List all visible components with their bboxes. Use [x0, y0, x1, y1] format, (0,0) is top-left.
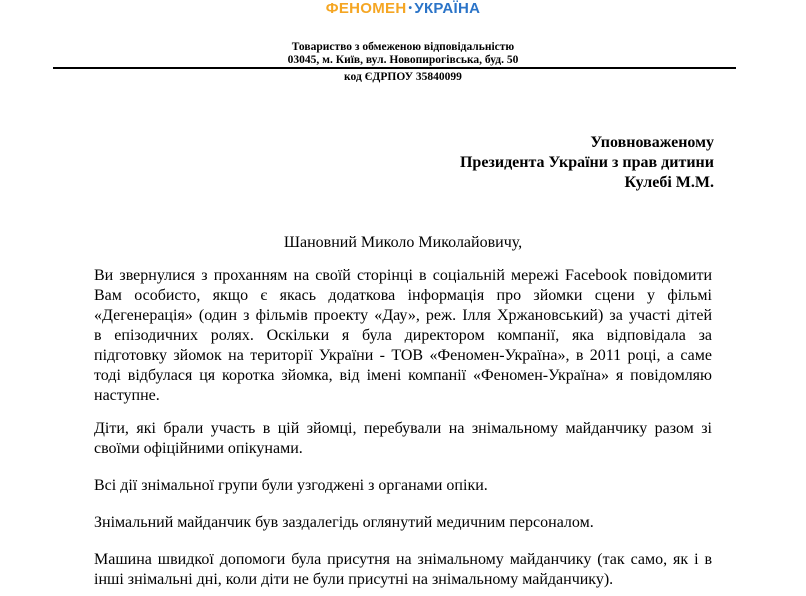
paragraph-line: в епізодичних ролях. Оскільки я була директором компанії, яка відповідала за [94, 327, 712, 344]
logo-separator: • [408, 3, 413, 14]
addressee-line-1: Уповноваженому [590, 134, 714, 151]
paragraph-line: Знімальний майданчик був заздалегідь оглянутий медичним персоналом. [94, 514, 594, 531]
paragraph-1 [94, 266, 712, 406]
letterhead-divider [53, 67, 736, 69]
paragraph-3 [94, 476, 712, 496]
paragraph-line: Всі дії знімальної групи були узгоджені з органами опіки. [94, 477, 488, 494]
company-name-line: Товариство з обмеженою відповідальністю [291, 41, 515, 53]
paragraph-5 [94, 550, 712, 590]
paragraph-line: інші знімальні дні, коли діти не були присутні на знімальному майданчику). [94, 571, 614, 588]
company-logo [0, 0, 806, 17]
paragraph-line: підготовку зйомок на території України - ТОВ «Феномен-Україна», в 2011 році, а саме [94, 347, 712, 364]
paragraph-line: тоді відбулася ця коротка зйомка, від імені компанії «Феномен-Україна» я повідомляю [94, 367, 712, 384]
greeting: Шановний Миколо Миколайовичу, [283, 234, 523, 251]
company-address-line: 03045, м. Київ, вул. Новопирогівська, буд. 50 [287, 54, 519, 66]
paragraph-2 [94, 419, 712, 459]
logo-word-ukraina: УКРАЇНА [414, 0, 481, 17]
paragraph-4 [94, 513, 712, 533]
logo-word-fenomen: ФЕНОМЕН [325, 0, 407, 17]
addressee-block [460, 133, 714, 193]
paragraph-line: Машина швидкої допомоги була присутня на знімальному майданчику (так само, як і в [94, 551, 712, 568]
addressee-line-3: Кулебі М.М. [624, 174, 714, 191]
addressee-line-2: Президента України з прав дитини [459, 154, 714, 171]
paragraph-line: Діти, які брали участь в цій зйомці, перебували на знімальному майданчику разом зі [94, 420, 712, 437]
paragraph-line: «Дегенерація» (один з фільмів проекту «Дау», реж. Ілля Хржановський) за участі дітей [94, 307, 712, 324]
paragraph-line: Вам особисто, якщо є якась додаткова інформація про зйомки сцени у фільмі [94, 287, 712, 304]
paragraph-line: Ви звернулися з проханням на своїй сторінці в соціальній мережі Facebook повідомити [94, 267, 712, 284]
company-code-line: код ЄДРПОУ 35840099 [344, 71, 462, 83]
paragraph-line: своїми офіційними опікунами. [94, 440, 303, 457]
paragraph-line: наступне. [94, 387, 160, 404]
